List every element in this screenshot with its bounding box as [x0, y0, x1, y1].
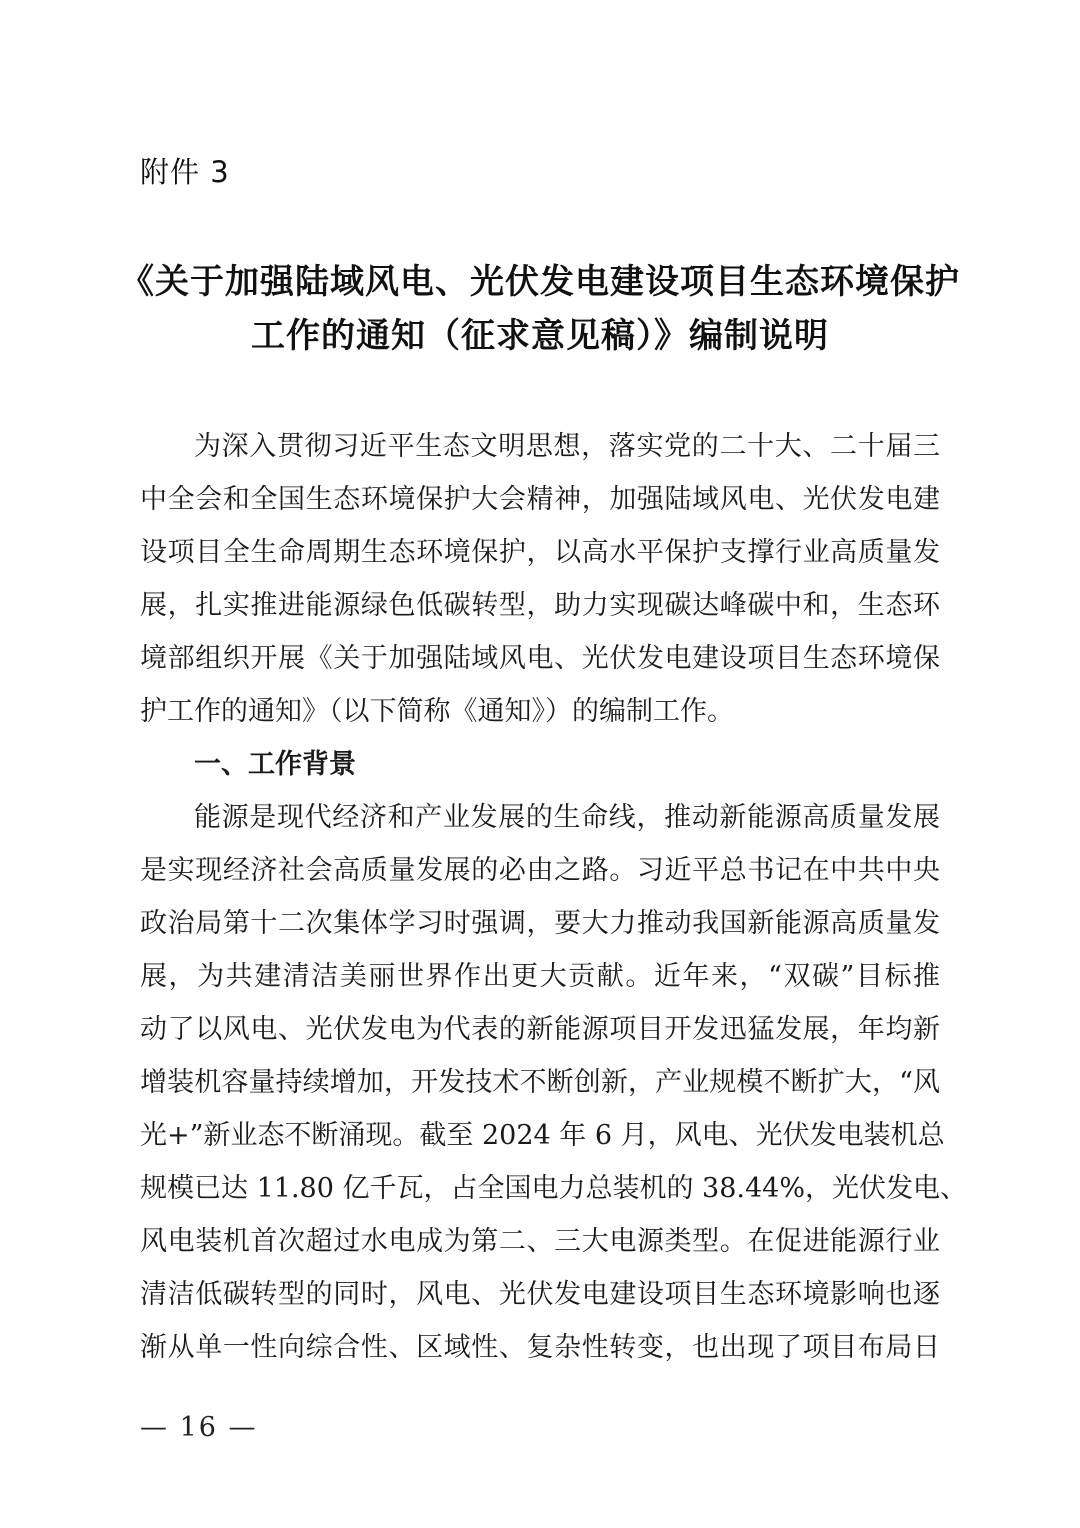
body-text-line: 增装机容量持续增加，开发技术不断创新，产业规模不断扩大，“风 — [140, 1067, 940, 1098]
section-heading: 一、工作背景 — [194, 749, 356, 780]
body-text-line: 渐从单一性向综合性、区域性、复杂性转变，也出现了项目布局日 — [140, 1332, 940, 1363]
body-text-line: 规模已达 11.80 亿千瓦，占全国电力总装机的 38.44%，光伏发电、 — [140, 1173, 967, 1204]
attachment-label: 附件 3 — [140, 155, 230, 189]
body-text-line: 为深入贯彻习近平生态文明思想，落实党的二十大、二十届三 — [194, 431, 940, 462]
body-text-line: 境部组织开展《关于加强陆域风电、光伏发电建设项目生态环境保 — [140, 643, 940, 674]
page-number: — 16 — — [140, 1412, 258, 1443]
body-text-line: 光+”新业态不断涌现。截至 2024 年 6 月，风电、光伏发电装机总 — [140, 1120, 945, 1151]
body-text-line: 中全会和全国生态环境保护大会精神，加强陆域风电、光伏发电建 — [140, 484, 940, 515]
document-title-line-1: 《关于加强陆域风电、光伏发电建设项目生态环境保护 — [120, 262, 960, 302]
body-text-line: 护工作的通知》（以下简称《通知》）的编制工作。 — [140, 696, 734, 727]
document-title-line-2: 工作的通知（征求意见稿）》编制说明 — [251, 316, 829, 356]
body-text-line: 展，为共建清洁美丽世界作出更大贡献。近年来，“双碳”目标推 — [140, 961, 940, 992]
body-text-line: 是实现经济社会高质量发展的必由之路。习近平总书记在中共中央 — [140, 855, 940, 886]
body-text-line: 动了以风电、光伏发电为代表的新能源项目开发迅猛发展，年均新 — [140, 1014, 940, 1045]
body-text-line: 风电装机首次超过水电成为第二、三大电源类型。在促进能源行业 — [140, 1226, 940, 1257]
body-text-line: 展，扎实推进能源绿色低碳转型，助力实现碳达峰碳中和，生态环 — [140, 590, 940, 621]
body-text-line: 政治局第十二次集体学习时强调，要大力推动我国新能源高质量发 — [140, 908, 940, 939]
body-text-line: 能源是现代经济和产业发展的生命线，推动新能源高质量发展 — [194, 802, 940, 833]
body-text-line: 清洁低碳转型的同时，风电、光伏发电建设项目生态环境影响也逐 — [140, 1279, 940, 1310]
document-body — [140, 420, 967, 1374]
body-text-line: 设项目全生命周期生态环境保护，以高水平保护支撑行业高质量发 — [140, 537, 940, 568]
